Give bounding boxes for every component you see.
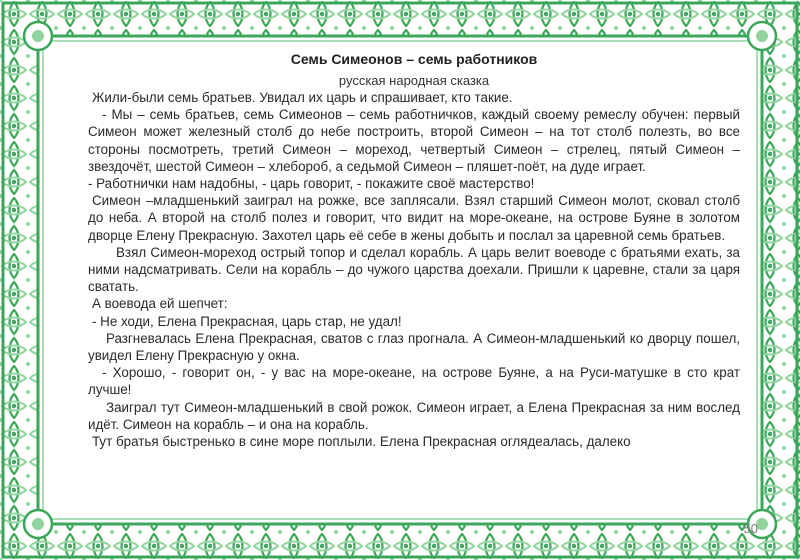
- story-paragraph: Тут братья быстренько в сине море поплыли. Елена Прекрасная оглядеалась, далеко: [92, 434, 631, 450]
- story-paragraph: Заиграл тут Симеон-младшенький в свой рожок. Симеон играет, а Елена Прекрасная за ним вослед идёт. Симеон на корабль – и она на корабль.: [88, 399, 740, 432]
- story-text-block: [88, 50, 740, 450]
- story-paragraph: - Мы – семь братьев, семь Симеонов – семь работничков, каждый своему ремеслу обучен: первый Симеон может железный столб до небе построить, второй Симеон – на тот столб полезть, во все стороны посмотреть, третий Симеон – мореход, четвертый Симеон – стрелец, пятый Симеон – звездочёт, шестой Симеон – хлебороб, а седьмой Симеон – пляшет-поёт, на дуде играет.: [88, 107, 740, 174]
- page-number: 50: [743, 521, 758, 536]
- story-paragraph: Взял Симеон-мореход острый топор и сделал корабль. А царь велит воеводе с братьями ехать, за ними надсматривать. Сели на корабль – до чужого царства доехали. Пришли к царевне, стали за царя сватать.: [88, 244, 740, 295]
- story-paragraph: Симеон –младшенький заиграл на рожке, все заплясали. Взял старший Симеон молот, сковал столб до неба. А второй на столб полез и говорит, что видит на море-океане, на острове Буяне в золотом дворце Елену Прекрасную. Захотел царь её себе в жены добыть и послал за царевной семь братьев.: [88, 193, 740, 243]
- story-paragraph: Жили-были семь братьев. Увидал их царь и спрашивает, кто такие.: [92, 90, 513, 105]
- story-paragraph: - Не ходи, Елена Прекрасная, царь стар, не удал!: [92, 313, 402, 329]
- story-title: Семь Симеонов – семь работников: [290, 51, 538, 67]
- story-subtitle: русская народная сказка: [338, 73, 490, 88]
- story-paragraph: Разгневалась Елена Прекрасная, сватов с глаз прогнала. А Симеон-младшенький ко дворцу пошел, увидел Елену Прекрасную у окна.: [88, 330, 740, 364]
- story-paragraph: - Работнички нам надобны, - царь говорит, - покажите своё мастерство!: [88, 176, 535, 192]
- story-paragraph: - Хорошо, - говорит он, - у вас на море-океане, на острове Буяне, а на Руси-матушке в сто крат лучше!: [88, 365, 740, 398]
- story-paragraph: А воевода ей шепчет:: [92, 296, 228, 312]
